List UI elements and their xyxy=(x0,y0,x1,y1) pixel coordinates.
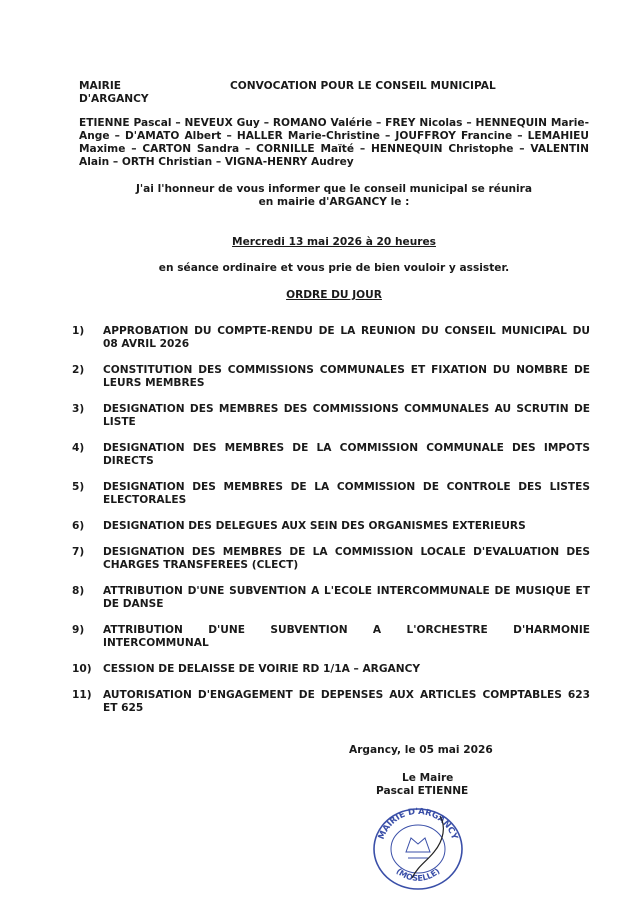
agenda-text: DESIGNATION DES MEMBRES DE LA COMMISSION LOCALE D'EVALUATION DES CHARGES TRANSFEREES (CLECT) xyxy=(103,546,590,571)
agenda-text: DESIGNATION DES MEMBRES DE LA COMMISSION DE CONTROLE DES LISTES ELECTORALES xyxy=(103,481,590,506)
agenda-item xyxy=(72,546,590,572)
agenda-item xyxy=(72,689,590,715)
agenda-item xyxy=(72,403,590,429)
agenda-number: 5) xyxy=(72,481,85,493)
agenda-text: DESIGNATION DES MEMBRES DES COMMISSIONS COMMUNALES AU SCRUTIN DE LISTE xyxy=(103,403,590,428)
agenda-text: APPROBATION DU COMPTE-RENDU DE LA REUNION DU CONSEIL MUNICIPAL DU 08 AVRIL 2026 xyxy=(103,325,590,350)
agenda-item xyxy=(72,663,590,676)
agenda-number: 11) xyxy=(72,689,92,701)
agenda-list xyxy=(72,325,590,728)
seance-text: en séance ordinaire et vous prie de bien vouloir y assister. xyxy=(158,262,510,274)
agenda-number: 7) xyxy=(72,546,85,558)
meeting-date: Mercredi 13 mai 2026 à 20 heures xyxy=(232,236,436,248)
agenda-text: AUTORISATION D'ENGAGEMENT DE DEPENSES AUX ARTICLES COMPTABLES 623 ET 625 xyxy=(103,689,590,714)
agenda-number: 6) xyxy=(72,520,85,532)
agenda-text: DESIGNATION DES MEMBRES DE LA COMMISSION COMMUNALE DES IMPOTS DIRECTS xyxy=(103,442,590,467)
agenda-item xyxy=(72,325,590,351)
agenda-item xyxy=(72,442,590,468)
agenda-text: CONSTITUTION DES COMMISSIONS COMMUNALES ET FIXATION DU NOMBRE DE LEURS MEMBRES xyxy=(103,364,590,389)
agenda-text: CESSION DE DELAISSE DE VOIRIE RD 1/1A – ARGANCY xyxy=(103,663,421,675)
agenda-number: 4) xyxy=(72,442,85,454)
agenda-item xyxy=(72,624,590,650)
intro-text: J'ai l'honneur de vous informer que le conseil municipal se réunira en mairie d'ARGANCY le : xyxy=(135,183,533,208)
agenda-text: ATTRIBUTION D'UNE SUBVENTION A L'ECOLE INTERCOMMUNALE DE MUSIQUE ET DE DANSE xyxy=(103,585,590,610)
agenda-item xyxy=(72,481,590,507)
signer-role: Le Maire xyxy=(402,772,454,784)
agenda-number: 1) xyxy=(72,325,85,337)
place-and-date: Argancy, le 05 mai 2026 xyxy=(349,744,493,756)
council-members: ETIENNE Pascal – NEVEUX Guy – ROMANO Valérie – FREY Nicolas – HENNEQUIN Marie-Ange – D'AMATO Albert – HALLER Marie-Christine – JOUFFROY Francine – LEMAHIEU Maxime – CARTON Sandra – CORNILLE Maïté – HENNEQUIN Christophe – VALENTIN Alain – ORTH Christian – VIGNA-HENRY Audrey xyxy=(79,117,589,168)
stamp-text-top: MAIRIE D'ARGANCY xyxy=(376,806,460,842)
agenda-text: ATTRIBUTION D'UNE SUBVENTION A L'ORCHESTRE D'HARMONIE INTERCOMMUNAL xyxy=(103,624,590,649)
agenda-number: 9) xyxy=(72,624,85,636)
agenda-number: 2) xyxy=(72,364,85,376)
agenda-number: 8) xyxy=(72,585,85,597)
stamp-text-bottom: (MOSELLE) xyxy=(394,866,442,883)
signer-name: Pascal ETIENNE xyxy=(376,785,469,797)
agenda-text: DESIGNATION DES DELEGUES AUX SEIN DES ORGANISMES EXTERIEURS xyxy=(103,520,526,532)
agenda-item xyxy=(72,520,590,533)
agenda-number: 3) xyxy=(72,403,85,415)
mairie-stamp xyxy=(368,800,468,892)
agenda-item xyxy=(72,585,590,611)
issuer: MAIRIE D'ARGANCY xyxy=(79,80,149,105)
agenda-title: ORDRE DU JOUR xyxy=(286,289,382,301)
document-title: CONVOCATION POUR LE CONSEIL MUNICIPAL xyxy=(230,80,496,92)
agenda-item xyxy=(72,364,590,390)
agenda-number: 10) xyxy=(72,663,92,675)
